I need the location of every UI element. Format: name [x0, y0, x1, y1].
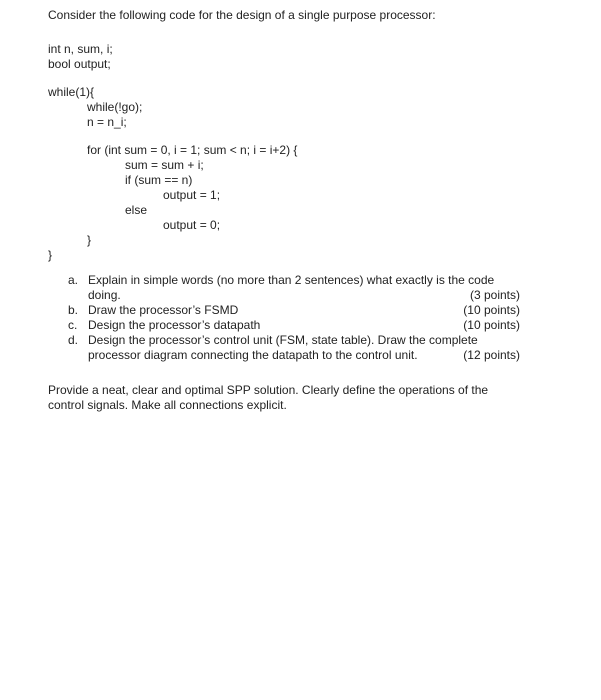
question-marker: [68, 288, 88, 303]
closing-line: control signals. Make all connections explicit.: [48, 398, 287, 412]
code-line: }: [87, 233, 92, 247]
question-marker: a.: [68, 273, 79, 287]
question-points: [514, 273, 520, 288]
question-points: (3 points): [469, 288, 520, 302]
code-line: if (sum == n): [125, 173, 193, 187]
question-marker: d.: [68, 333, 79, 347]
question-text: Design the processor’s control unit (FSM, state table). Draw the complete: [88, 333, 478, 347]
closing-paragraph: [48, 383, 520, 413]
question-item-d-line-2: [68, 348, 520, 363]
code-line: output = 0;: [163, 218, 221, 232]
question-list: [68, 273, 520, 363]
code-line: int n, sum, i;: [48, 42, 113, 56]
code-line: n = n_i;: [87, 115, 127, 129]
question-marker: c.: [68, 318, 78, 332]
question-points: (12 points): [463, 348, 520, 362]
code-blank-line: [48, 130, 520, 143]
intro-paragraph: Consider the following code for the design of a single purpose processor:: [48, 8, 436, 22]
code-line: for (int sum = 0, i = 1; sum < n; i = i+2) {: [87, 143, 298, 157]
question-item-a-line-1: [68, 273, 520, 288]
question-text: Explain in simple words (no more than 2 sentences) what exactly is the code: [88, 273, 495, 287]
code-line: else: [125, 203, 148, 217]
question-points: (10 points): [463, 303, 520, 317]
question-item-d-line-1: [68, 333, 520, 348]
question-text: Design the processor’s datapath: [88, 318, 261, 332]
question-points: [514, 333, 520, 348]
question-text: processor diagram connecting the datapath to the control unit.: [88, 348, 418, 362]
code-line: bool output;: [48, 57, 111, 71]
code-blank-line: [48, 72, 520, 85]
question-item-b: [68, 303, 520, 318]
question-marker: [68, 348, 88, 363]
question-text: doing.: [88, 288, 121, 302]
code-block: [48, 42, 520, 263]
question-item-c: [68, 318, 520, 333]
closing-line: Provide a neat, clear and optimal SPP solution. Clearly define the operations of the: [48, 383, 489, 397]
code-line: while(1){: [48, 85, 95, 99]
question-points: (10 points): [463, 318, 520, 332]
question-item-a-line-2: [68, 288, 520, 303]
code-line: }: [48, 248, 53, 262]
code-line: output = 1;: [163, 188, 221, 202]
code-line: while(!go);: [87, 100, 143, 114]
code-line: sum = sum + i;: [125, 158, 204, 172]
question-text: Draw the processor’s FSMD: [88, 303, 239, 317]
question-marker: b.: [68, 303, 79, 317]
